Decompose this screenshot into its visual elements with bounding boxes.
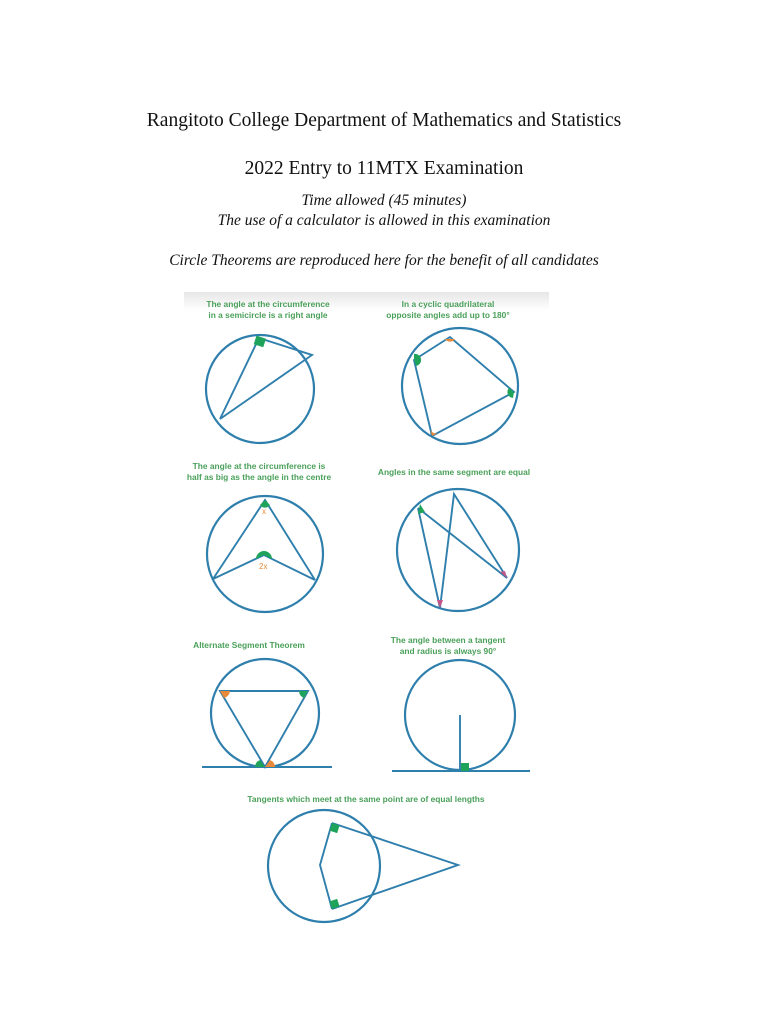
caption-centre-line1: The angle at the circumference is bbox=[192, 461, 326, 471]
caption-centre-line2: half as big as the angle in the centre bbox=[186, 472, 332, 482]
diagram-semicircle bbox=[206, 335, 314, 443]
caption-semicircle-line1: The angle at the circumference bbox=[206, 299, 330, 309]
circle-theorems-svg bbox=[184, 292, 549, 928]
diagram-cyclic-quadrilateral bbox=[402, 328, 518, 444]
time-allowed: Time allowed (45 minutes) bbox=[301, 192, 467, 209]
theorems-note: Circle Theorems are reproduced here for the benefit of all candidates bbox=[169, 252, 599, 269]
caption-cyclic-line2: opposite angles add up to 180° bbox=[386, 310, 510, 320]
caption-tangent-line1: The angle between a tangent bbox=[390, 635, 506, 645]
school-heading: Rangitoto College Department of Mathematics and Statistics bbox=[146, 110, 622, 131]
diagram-centre-angle bbox=[207, 496, 323, 612]
circle-theorems-figure bbox=[184, 292, 549, 928]
exam-title: 2022 Entry to 11MTX Examination bbox=[244, 158, 524, 179]
caption-tangent-line2: and radius is always 90° bbox=[399, 646, 497, 656]
caption-alternate: Alternate Segment Theorem bbox=[193, 640, 305, 650]
caption-semicircle-line2: in a semicircle is a right angle bbox=[208, 310, 328, 320]
label-x: x bbox=[262, 507, 266, 516]
diagram-equal-tangents bbox=[268, 810, 458, 922]
caption-segment: Angles in the same segment are equal bbox=[377, 467, 531, 477]
diagram-alternate-segment bbox=[202, 659, 332, 767]
calculator-note: The use of a calculator is allowed in this examination bbox=[217, 212, 551, 229]
diagram-tangent-radius bbox=[392, 660, 530, 771]
label-2x: 2x bbox=[259, 562, 268, 571]
diagram-same-segment bbox=[397, 489, 519, 611]
caption-cyclic-line1: In a cyclic quadrilateral bbox=[401, 299, 495, 309]
caption-tangents-equal: Tangents which meet at the same point are of equal lengths bbox=[247, 794, 485, 804]
